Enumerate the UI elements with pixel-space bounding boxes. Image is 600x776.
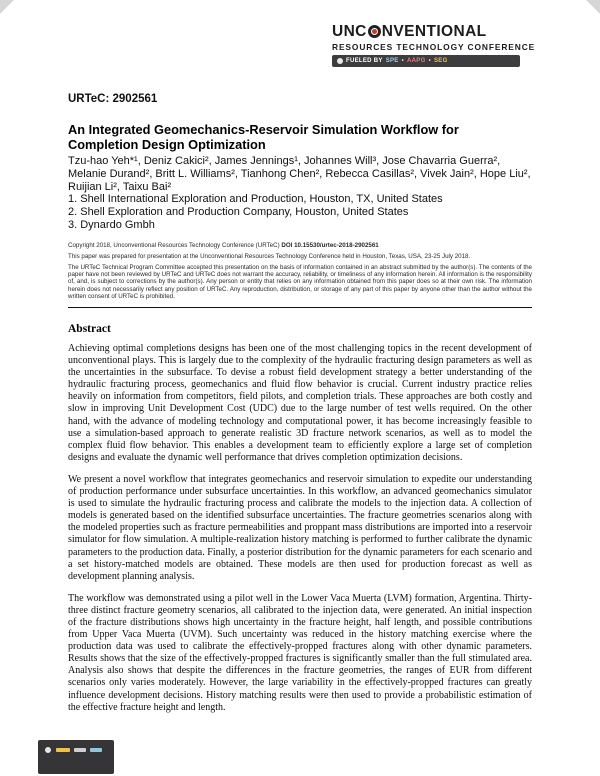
footer-color-bar-yellow xyxy=(56,748,70,752)
footer-color-bar-blue xyxy=(90,748,102,752)
fueled-by-label: FUELED BY xyxy=(346,57,383,64)
target-circle-icon xyxy=(368,25,381,38)
globe-icon xyxy=(337,58,343,64)
affiliation-line: 2. Shell Exploration and Production Company, Houston, United States xyxy=(68,206,409,219)
logo-wordmark-pre: UNC xyxy=(332,23,367,40)
section-divider xyxy=(68,307,532,308)
footer-logo-fragment xyxy=(38,740,114,774)
disclaimer-text: The URTeC Technical Program Committee accepted this presentation on the basis of information contained in an abstract submitted by the author(s). The contents of the paper have not been reviewed by URTeC and URTeC does not warrant the accuracy, reliability, or timeliness of any information herein. All information is the responsibility of, and, is subject to corrections by the author(s). Any person or entity that relies on any information obtained from this paper does so at their own risk. The information herein does not necessarily reflect any position of URTeC. Any reproduction, distribution, or storage of any part of this paper by anyone other than the author without the written consent of URTeC is prohibited. xyxy=(68,264,532,300)
front-matter-smallprint xyxy=(68,242,532,300)
target-circle-center xyxy=(372,29,377,34)
affiliation-line: 3. Dynardo Gmbh xyxy=(68,218,155,231)
page-corner-left xyxy=(0,0,14,14)
org-spe-label: SPE xyxy=(385,57,399,64)
paper-number: URTeC: 2902561 xyxy=(68,92,158,105)
urtec-logo xyxy=(332,23,536,67)
affiliation-line: 1. Shell International Exploration and Production, Houston, TX, United States xyxy=(68,193,443,206)
org-separator: • xyxy=(428,57,431,64)
copyright-line xyxy=(68,242,532,249)
abstract-paragraph-3: The workflow was demonstrated using a pilot well in the Lower Vaca Muerta (LVM) formation, Argentina. Thirty-three distinct fracture geometry scenarios, all calibrated to the injection data, were generated. An initial inspection of the fracture distributions shows high uncertainty in the fracture height, half length, and possible contributions from Upper Vaca Muerta (UVM). Such uncertainty was reduced in the history matching exercise where the production data was used to calibrate the effectively-propped fractures along with other dynamic parameters. Results shows that the size of the effectively-propped fractures is significantly smaller than the full stimulated area. Analysis also shows that despite the differences in the fracture geometries, the ranges of EUR from different scenarios only varies moderately. However, the large variability in the effectively-propped fractures can greatly influence development decisions. History matching results were then used to provide a probabilistic estimation of the effective fracture height and length. xyxy=(68,592,532,713)
abstract-paragraph-2: We present a novel workflow that integrates geomechanics and reservoir simulation to expedite our understanding of production performance under subsurface uncertainties. In this workflow, an advanced geomechanics simulator is used to simulate the hydraulic fracturing process and calibrate the models to the injection data. A collection of models is generated based on the identified subsurface uncertainties. The fracture geometries scenarios along with the modeled properties such as fracture permeabilities and proppant mass distributions are imported into a reservoir simulator for flow simulation. A multiple-realization history matching is performed to further calibrate the dynamic parameters to the production data. Finally, a posterior distribution for the dynamic parameters for each scenario and a set history-matched models are obtained. These models are then used for production forecast as well as development planning analysis. xyxy=(68,473,532,582)
footer-circle-icon xyxy=(45,747,51,753)
author-list: Tzu-hao Yeh*¹, Deniz Cakici², James Jennings¹, Johannes Will³, Jose Chavarria Guerra², Melanie Durand², Britt L. Williams², Tianhong Chen², Rebecca Casillas², Vivek Jain², Hope Liu², Ruijian Li², Taixu Bai² xyxy=(68,155,531,193)
abstract-paragraph-1: Achieving optimal completions designs has been one of the most challenging topics in the recent development of unconventional plays. This is largely due to the complexity of the hydraulic fracturing design parameters as well as the uncertainties in the subsurface. To devise a robust field development strategy a better understanding of the hydraulic fracturing process, geomechanics and fluid flow behavior is crucial. Current industry practice relies heavily on information from competitors, field pilots, and completion trials. These approaches are both costly and slow in improving Unit Development Cost (UDC) due to the large number of test wells required. On the other hand, with the advance of modeling technology and computational power, it has become increasingly feasible to use a simulation-based approach to generate realistic 3D fracture network scenarios, as well as to model the complex fluid flow behavior. This enables a development team to efficiently explore a large set of completion designs and evaluate the dynamic well performance that drives completion optimization decisions. xyxy=(68,343,532,463)
footer-color-bar-white xyxy=(74,748,86,752)
page-corner-right xyxy=(586,0,600,14)
org-aapg-label: AAPG xyxy=(407,57,426,64)
logo-subtitle: RESOURCES TECHNOLOGY CONFERENCE xyxy=(332,41,536,52)
org-seg-label: SEG xyxy=(433,57,448,64)
org-separator: • xyxy=(401,57,405,64)
logo-wordmark xyxy=(332,24,520,40)
affiliation-list xyxy=(68,193,532,231)
doi-text: DOI 10.15530/urtec-2018-2902561 xyxy=(281,241,379,249)
paper-title: An Integrated Geomechanics-Reservoir Simulation Workflow for Completion Design Optimization xyxy=(68,121,459,152)
presentation-note: This paper was prepared for presentation at the Unconventional Resources Technology Conference held in Houston, Texas, USA, 23-25 July 2018. xyxy=(68,252,471,260)
abstract-heading: Abstract xyxy=(68,323,111,335)
fueled-by-banner xyxy=(332,55,520,67)
copyright-text: Copyright 2018, Unconventional Resources Technology Conference (URTeC) xyxy=(68,241,280,249)
logo-wordmark-post: NVENTIONAL xyxy=(381,23,487,40)
